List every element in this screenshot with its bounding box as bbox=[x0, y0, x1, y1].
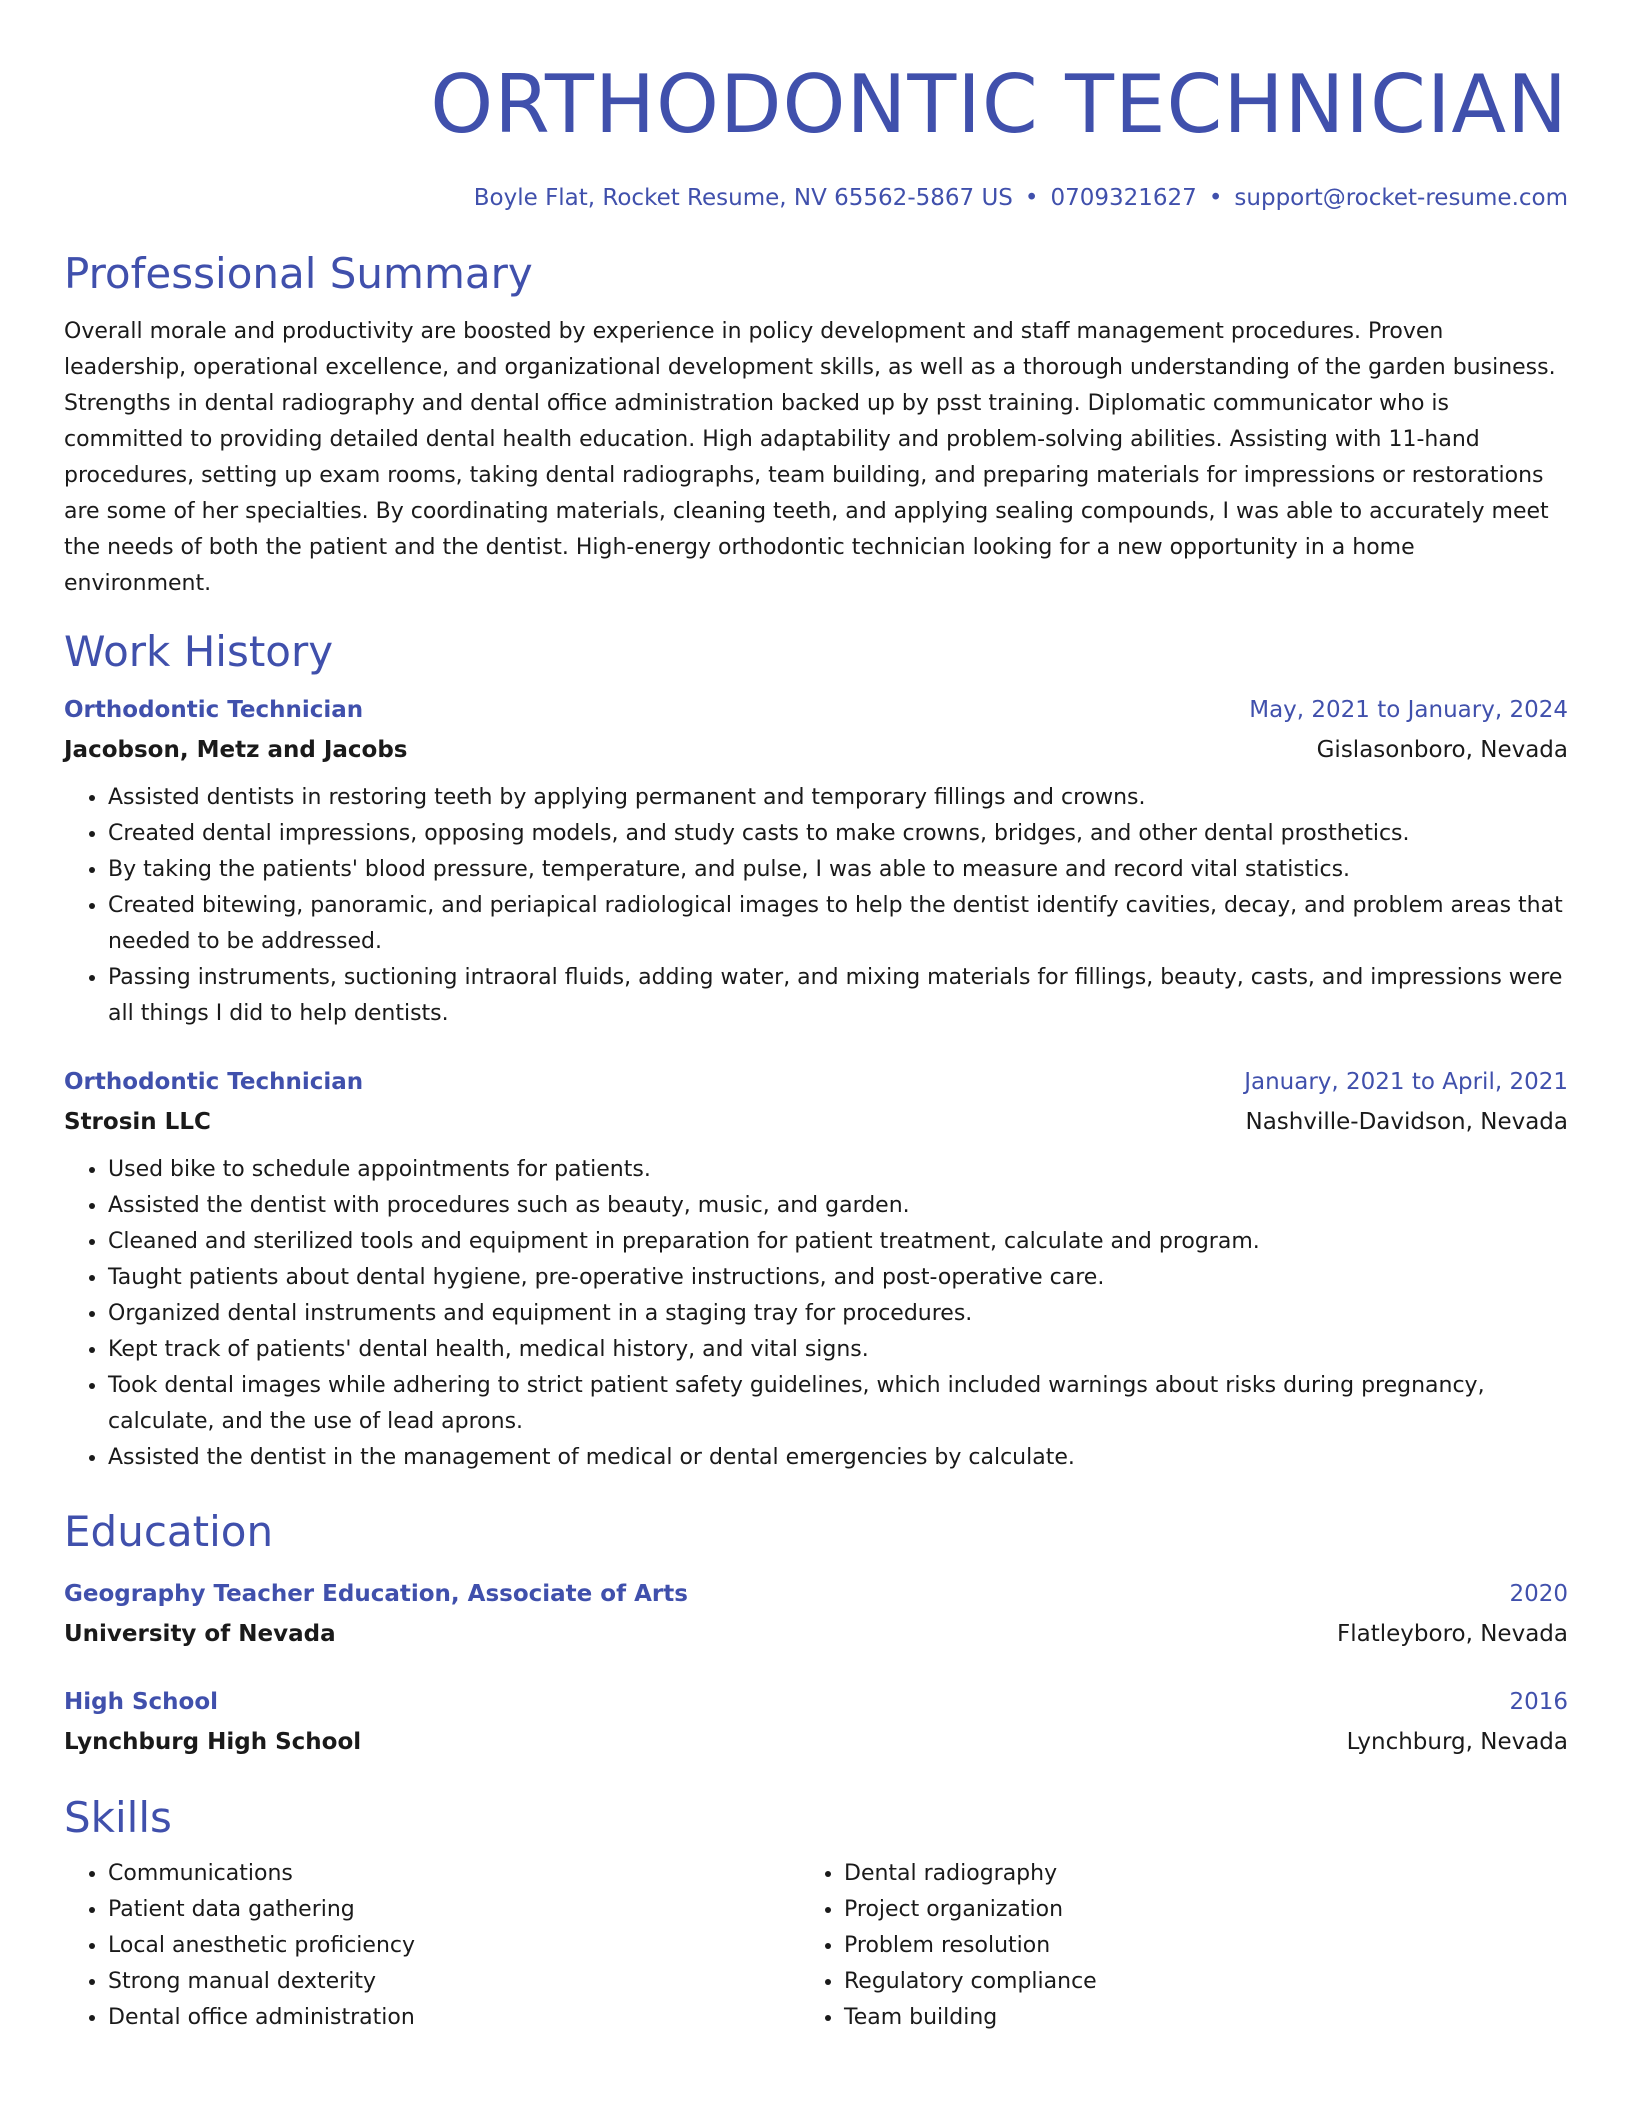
skills-list-left bbox=[64, 1856, 800, 2036]
candidate-name: ORTHODONTIC TECHNICIAN bbox=[430, 58, 1568, 151]
education-section bbox=[64, 1504, 1568, 1762]
education-heading: Education bbox=[64, 1507, 274, 1556]
job-bullet: • Assisted the dentist with procedures such as beauty, music, and garden. bbox=[108, 1188, 1568, 1224]
skill-item: • Project organization bbox=[844, 1892, 1536, 1928]
job-bullet: • Created dental impressions, opposing models, and study casts to make crowns, bridges, and other dental prosthetics. bbox=[108, 816, 1568, 852]
job-bullet: • Assisted the dentist in the management of medical or dental emergencies by calculate. bbox=[108, 1440, 1568, 1476]
skills-list-right bbox=[800, 1856, 1536, 2036]
job-bullet: • Passing instruments, suctioning intraoral fluids, adding water, and mixing materials for fillings, beauty, casts, and impressions were all things I did to help dentists. bbox=[108, 960, 1568, 1032]
education-entry bbox=[64, 1574, 1568, 1654]
summary-text: Overall morale and productivity are boosted by experience in policy development and staff management procedures. Proven leadership, operational excellence, and organizational development skills, as well as a thorough understanding of the garden business. Strengths in dental radiography and dental office administration backed up by psst training. Diplomatic communicator who is committed to providing detailed dental health education. High adaptability and problem-solving abilities. Assisting with 11-hand procedures, setting up exam rooms, taking dental radiographs, team building, and preparing materials for impressions or restorations are some of her specialties. By coordinating materials, cleaning teeth, and applying sealing compounds, I was able to accurately meet the needs of both the patient and the dentist. High-energy orthodontic technician looking for a new opportunity in a home environment. bbox=[64, 319, 1556, 596]
job-entry bbox=[64, 690, 1568, 1032]
skill-item: • Local anesthetic proficiency bbox=[108, 1928, 800, 1964]
skills-section bbox=[64, 1790, 1568, 2036]
contact-separator: • bbox=[1208, 185, 1223, 211]
job-bullet: • Used bike to schedule appointments for patients. bbox=[108, 1152, 1568, 1188]
job-bullet: • Kept track of patients' dental health, medical history, and vital signs. bbox=[108, 1332, 1568, 1368]
education-school: Lynchburg High School bbox=[64, 1729, 362, 1755]
skill-item: • Team building bbox=[844, 2000, 1536, 2036]
job-bullet: • Organized dental instruments and equipment in a staging tray for procedures. bbox=[108, 1296, 1568, 1332]
job-bullet: • Taught patients about dental hygiene, pre-operative instructions, and post-operative care. bbox=[108, 1260, 1568, 1296]
job-bullet: • Created bitewing, panoramic, and periapical radiological images to help the dentist identify cavities, decay, and problem areas that needed to be addressed. bbox=[108, 888, 1568, 960]
skill-item: • Communications bbox=[108, 1856, 800, 1892]
job-company: Jacobson, Metz and Jacobs bbox=[64, 737, 408, 763]
contact-line bbox=[64, 182, 1568, 214]
skills-heading: Skills bbox=[64, 1793, 172, 1842]
job-title: Orthodontic Technician bbox=[64, 1069, 364, 1095]
skills-columns bbox=[64, 1856, 1568, 2036]
job-bullets bbox=[64, 780, 1568, 1032]
job-bullet: • Cleaned and sterilized tools and equipment in preparation for patient treatment, calculate and program. bbox=[108, 1224, 1568, 1260]
work-history-section bbox=[64, 624, 1568, 1476]
job-dates: May, 2021 to January, 2024 bbox=[1249, 697, 1568, 723]
skill-item: • Patient data gathering bbox=[108, 1892, 800, 1928]
education-year: 2020 bbox=[1509, 1581, 1568, 1607]
contact-address: Boyle Flat, Rocket Resume, NV 65562-5867 US bbox=[473, 185, 1013, 211]
education-location: Lynchburg, Nevada bbox=[1346, 1729, 1568, 1755]
job-location: Gislasonboro, Nevada bbox=[1316, 737, 1568, 763]
resume-header bbox=[64, 50, 1568, 214]
education-location: Flatleyboro, Nevada bbox=[1337, 1621, 1568, 1647]
skill-item: • Problem resolution bbox=[844, 1928, 1536, 1964]
education-entry bbox=[64, 1682, 1568, 1762]
summary-heading: Professional Summary bbox=[64, 249, 533, 298]
skill-item: • Dental office administration bbox=[108, 2000, 800, 2036]
job-bullets bbox=[64, 1152, 1568, 1476]
job-entry bbox=[64, 1062, 1568, 1476]
contact-phone: 0709321627 bbox=[1050, 185, 1197, 211]
skill-item: • Strong manual dexterity bbox=[108, 1964, 800, 2000]
summary-section bbox=[64, 246, 1568, 602]
contact-email[interactable]: support@rocket-resume.com bbox=[1234, 185, 1568, 211]
job-title: Orthodontic Technician bbox=[64, 697, 364, 723]
job-bullet: • By taking the patients' blood pressure, temperature, and pulse, I was able to measure and record vital statistics. bbox=[108, 852, 1568, 888]
education-school: University of Nevada bbox=[64, 1621, 336, 1647]
job-dates: January, 2021 to April, 2021 bbox=[1244, 1069, 1568, 1095]
education-degree: Geography Teacher Education, Associate of Arts bbox=[64, 1581, 688, 1607]
education-year: 2016 bbox=[1509, 1689, 1568, 1715]
job-location: Nashville-Davidson, Nevada bbox=[1245, 1109, 1568, 1135]
contact-separator: • bbox=[1024, 185, 1039, 211]
job-company: Strosin LLC bbox=[64, 1109, 211, 1135]
work-history-heading: Work History bbox=[64, 627, 334, 676]
education-degree: High School bbox=[64, 1689, 219, 1715]
skill-item: • Dental radiography bbox=[844, 1856, 1536, 1892]
skill-item: • Regulatory compliance bbox=[844, 1964, 1536, 2000]
job-bullet: • Assisted dentists in restoring teeth by applying permanent and temporary fillings and crowns. bbox=[108, 780, 1568, 816]
job-bullet: • Took dental images while adhering to strict patient safety guidelines, which included warnings about risks during pregnancy, calculate, and the use of lead aprons. bbox=[108, 1368, 1568, 1440]
